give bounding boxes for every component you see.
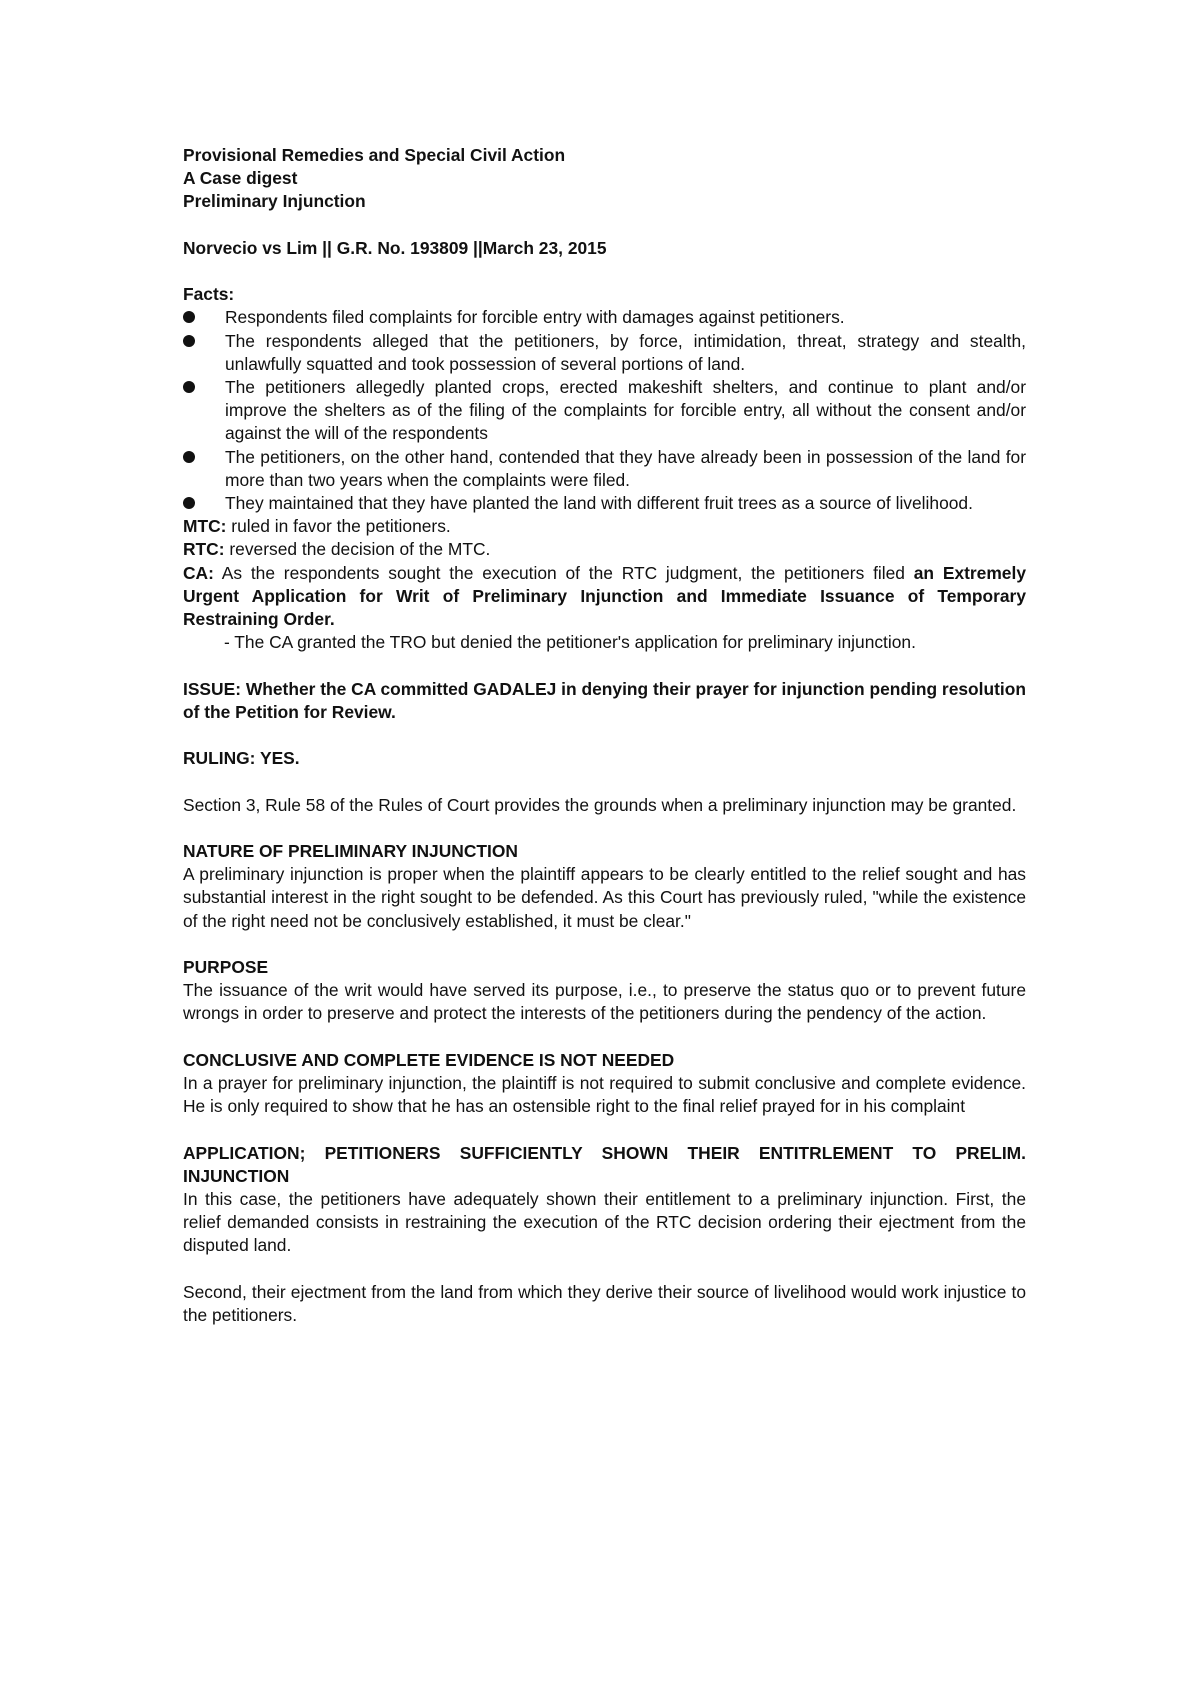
section3-paragraph: Section 3, Rule 58 of the Rules of Court provides the grounds when a preliminary injunction may be granted. xyxy=(183,794,1017,815)
ca-note: - The CA granted the TRO but denied the petitioner's application for preliminary injunction. xyxy=(224,632,916,653)
list-item: The petitioners allegedly planted crops, erected makeshift shelters, and continue to plant and/or improve the shelters as of the filing of the complaints for forcible entry, all without the consent and/or against the will of the respondents xyxy=(183,376,1026,446)
topic-title: Preliminary Injunction xyxy=(183,191,366,212)
bullet-icon xyxy=(183,311,195,323)
mtc-ruling: MTC: ruled in favor the petitioners. xyxy=(183,516,451,537)
issue-statement: ISSUE: Whether the CA committed GADALEJ in denying their prayer for injunction pending resolution of the Petition for Review. xyxy=(183,678,1026,722)
application-paragraph: In this case, the petitioners have adequately shown their entitlement to a preliminary injunction. First, the relief demanded consists in restraining the execution of the RTC decision ordering their ejectment from the disputed land. xyxy=(183,1189,1026,1256)
document-page xyxy=(183,144,1026,1327)
application-heading: APPLICATION; PETITIONERS SUFFICIENTLY SHOWN THEIR ENTITRLEMENT TO PRELIM. INJUNCTION xyxy=(183,1142,1026,1186)
facts-heading: Facts: xyxy=(183,284,235,305)
purpose-paragraph: The issuance of the writ would have served its purpose, i.e., to preserve the status quo or to prevent future wrongs in order to preserve and protect the interests of the petitioners during the pendency of the action. xyxy=(183,980,1026,1024)
rtc-ruling: RTC: reversed the decision of the MTC. xyxy=(183,539,491,560)
course-title: Provisional Remedies and Special Civil Action xyxy=(183,145,566,165)
list-item: The respondents alleged that the petitioners, by force, intimidation, threat, strategy and stealth, unlawfully squatted and took possession of several portions of land. xyxy=(183,330,1026,376)
ca-ruling: CA: As the respondents sought the execution of the RTC judgment, the petitioners filed an Extremely Urgent Application for Writ of Preliminary Injunction and Immediate Issuance of Temporary Restraining Order. xyxy=(183,562,1026,630)
purpose-heading: PURPOSE xyxy=(183,957,269,977)
nature-paragraph: A preliminary injunction is proper when the plaintiff appears to be clearly entitled to the relief sought and has substantial interest in the right sought to be defended. As this Court has previously ruled, "while the existence of the right need not be conclusively established, it must be clear." xyxy=(183,864,1026,931)
case-title: Norvecio vs Lim || G.R. No. 193809 ||March 23, 2015 xyxy=(183,237,607,258)
evidence-paragraph: In a prayer for preliminary injunction, the plaintiff is not required to submit conclusive and complete evidence. He is only required to show that he has an ostensible right to the final relief prayed for in his complaint xyxy=(183,1073,1026,1117)
bullet-icon xyxy=(183,497,195,509)
bullet-icon xyxy=(183,381,195,393)
bullet-icon xyxy=(183,451,195,463)
second-paragraph: Second, their ejectment from the land from which they derive their source of livelihood would work injustice to the petitioners. xyxy=(183,1281,1026,1325)
list-item: Respondents filed complaints for forcible entry with damages against petitioners. xyxy=(183,306,1026,329)
document-type: A Case digest xyxy=(183,168,298,189)
list-item: They maintained that they have planted the land with different fruit trees as a source of livelihood. xyxy=(183,492,1026,515)
bullet-icon xyxy=(183,335,195,347)
facts-list xyxy=(183,306,1026,515)
evidence-heading: CONCLUSIVE AND COMPLETE EVIDENCE IS NOT NEEDED xyxy=(183,1049,675,1070)
ruling-statement: RULING: YES. xyxy=(183,748,300,769)
nature-heading: NATURE OF PRELIMINARY INJUNCTION xyxy=(183,841,518,861)
list-item: The petitioners, on the other hand, contended that they have already been in possession of the land for more than two years when the complaints were filed. xyxy=(183,446,1026,492)
